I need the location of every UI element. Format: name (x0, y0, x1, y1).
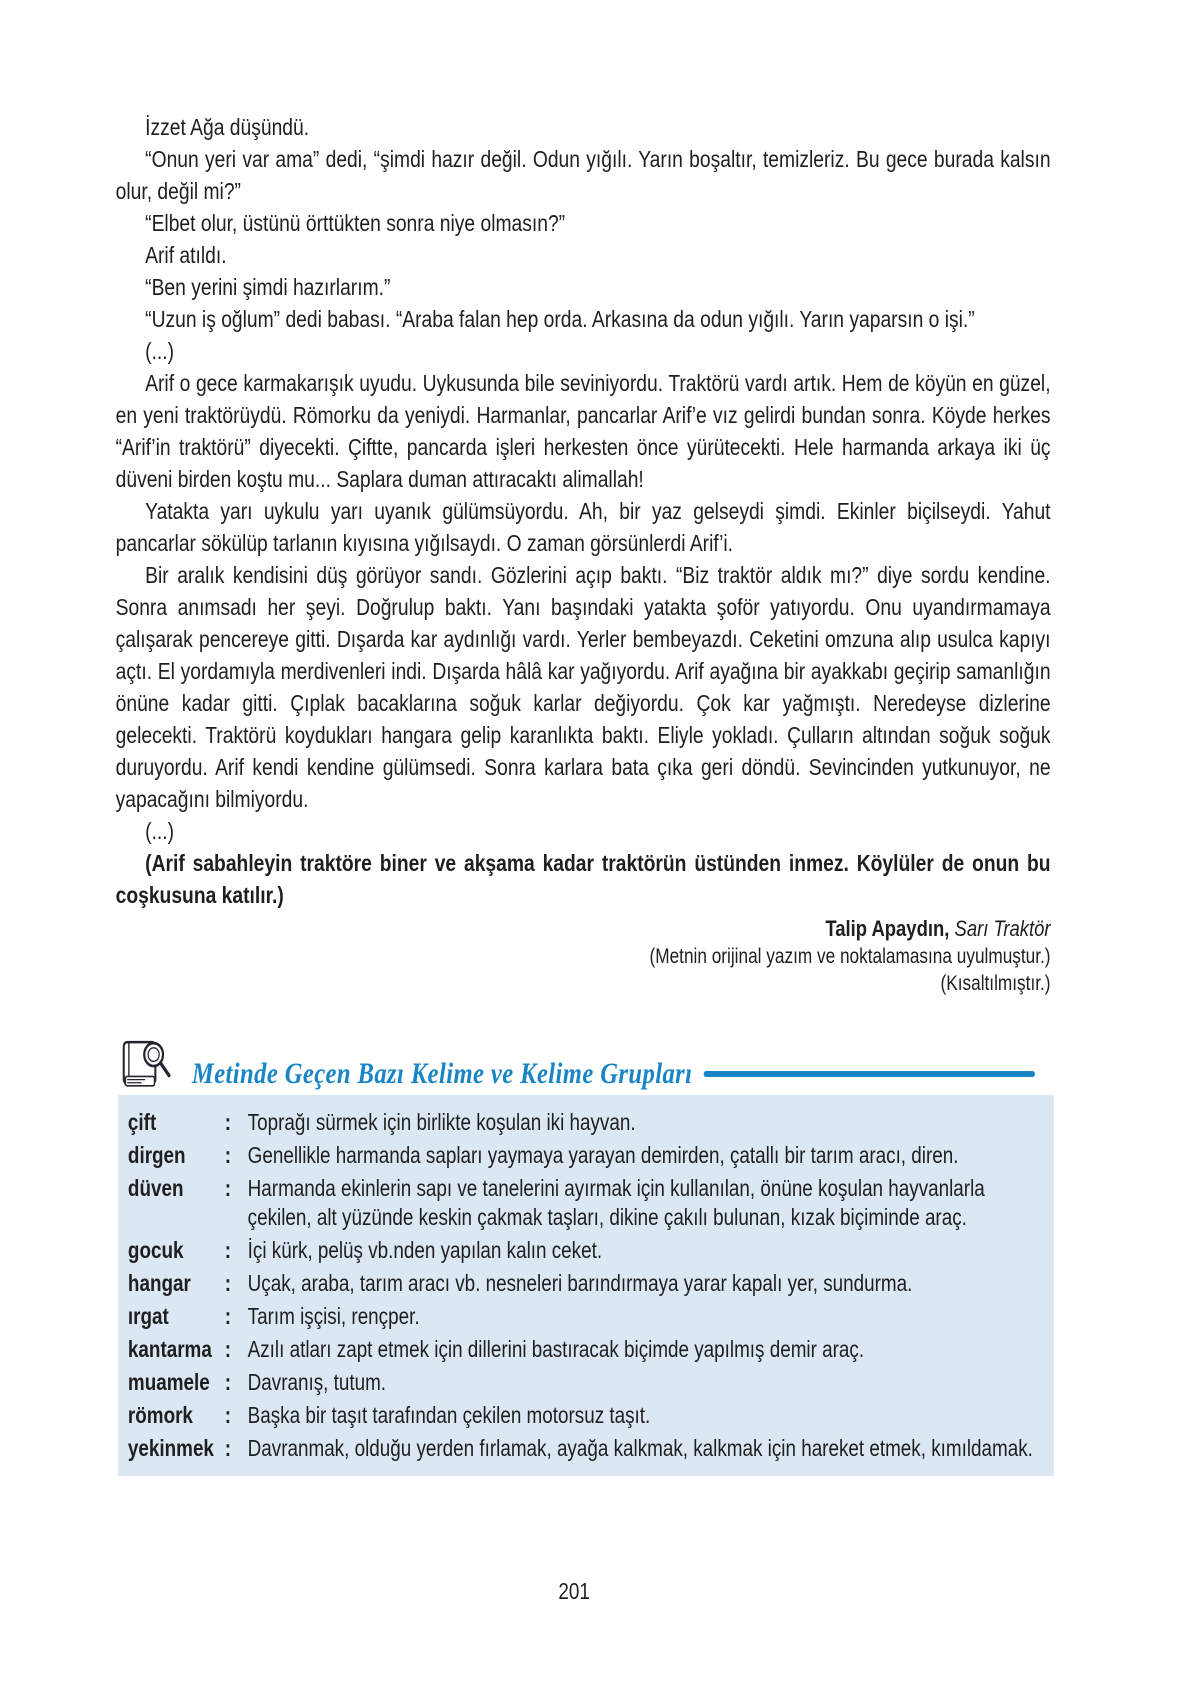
attribution-note: (Metnin orijinal yazım ve noktalamasına uyulmuştur.) (649, 945, 1051, 968)
attribution-author-line (116, 914, 1051, 943)
vocab-definition: Davranmak, olduğu yerden fırlamak, ayağa kalkmak, kalkmak için hareket etmek, kımıldamak. (247, 1435, 1033, 1461)
vocab-term: römork (127, 1402, 193, 1428)
vocab-colon: : (224, 1402, 231, 1428)
vocab-colon: : (224, 1142, 231, 1168)
vocab-colon: : (224, 1237, 231, 1263)
vocab-definition: Davranış, tutum. (247, 1369, 387, 1395)
vocab-term: muamele (127, 1369, 210, 1395)
vocab-definition: Uçak, araba, tarım aracı vb. nesneleri barındırmaya yarar kapalı yer, sundurma. (247, 1270, 913, 1296)
vocab-definition: Azılı atları zapt etmek için dillerini bastıracak biçimde yapılmış demir araç. (247, 1336, 865, 1362)
vocab-definition: Toprağı sürmek için birlikte koşulan iki hayvan. (247, 1109, 636, 1135)
vocab-row (128, 1401, 1037, 1430)
vocab-term: düven (127, 1175, 184, 1201)
vocab-term: dirgen (127, 1142, 186, 1168)
vocab-definition: Başka bir taşıt tarafından çekilen motorsuz taşıt. (247, 1402, 651, 1428)
book-magnifier-icon (116, 1040, 178, 1095)
header-rule (704, 1071, 1035, 1077)
vocab-row (128, 1236, 1037, 1265)
ellipsis-marker: (...) (145, 818, 175, 844)
vocab-term: ırgat (127, 1303, 169, 1329)
vocab-term: gocuk (127, 1237, 184, 1263)
vocab-term: yekinmek (127, 1435, 214, 1461)
story-paragraph: Arif o gece karmakarışık uyudu. Uykusunda bile seviniyordu. Traktörü vardı artık. Hem de köyün en güzel, en yeni traktörüydü. Römorku da yeniydi. Harmanlar, pancarlar Arif’e vız gelirdi bundan sonra. Köyde herkes “Arif’in traktörü” diyecekti. Çiftte, pancarda işleri herkesten önce yürütecekti. Hele harmanda arkaya iki üç düveni birden koştu mu... Saplara duman attıracaktı alimallah! (115, 370, 1051, 492)
vocab-section-header (192, 1052, 1035, 1096)
ellipsis-marker: (...) (145, 338, 175, 364)
vocab-section-title: Metinde Geçen Bazı Kelime ve Kelime Grupları (191, 1057, 693, 1090)
story-paragraph: “Uzun iş oğlum” dedi babası. “Araba falan hep orda. Arkasına da odun yığılı. Yarın yaparsın o işi.” (145, 306, 975, 332)
vocab-colon: : (224, 1336, 231, 1362)
vocab-definition: Harmanda ekinlerin sapı ve tanelerini ayırmak için kullanılan, önüne koşulan hayvanlarla çekilen, alt yüzünde keskin çakmak taşları, dikine çakılı bulunan, kızak biçiminde araç. (247, 1175, 985, 1230)
vocab-definitions-box (118, 1095, 1054, 1476)
vocab-row (128, 1335, 1037, 1364)
vocab-colon: : (224, 1109, 231, 1135)
story-paragraph: “Ben yerini şimdi hazırlarım.” (145, 274, 391, 300)
vocab-definition: Genellikle harmanda sapları yaymaya yarayan demirden, çatallı bir tarım aracı, diren. (247, 1142, 959, 1168)
story-paragraph: İzzet Ağa düşündü. (145, 114, 310, 140)
vocab-term: çift (127, 1109, 157, 1135)
vocab-row (128, 1108, 1037, 1137)
story-paragraph: “Elbet olur, üstünü örttükten sonra niye olmasın?” (145, 210, 566, 236)
vocab-term: kantarma (127, 1336, 212, 1362)
vocab-row (128, 1269, 1037, 1298)
story-paragraph: “Onun yeri var ama” dedi, “şimdi hazır değil. Odun yığılı. Yarın boşaltır, temizleriz. Bu gece burada kalsın olur, değil mi?” (115, 146, 1051, 204)
page-number: 201 (558, 1578, 590, 1604)
vocab-colon: : (224, 1270, 231, 1296)
vocab-colon: : (224, 1435, 231, 1461)
story-paragraph: Yatakta yarı uykulu yarı uyanık gülümsüyordu. Ah, bir yaz gelseydi şimdi. Ekinler biçilseydi. Yahut pancarlar sökülüp tarlanın kıyısına yığılsaydı. O zaman görsünlerdi Arif’i. (115, 498, 1051, 556)
vocab-term: hangar (127, 1270, 191, 1296)
vocab-row (128, 1434, 1037, 1463)
vocab-row (128, 1141, 1037, 1170)
attribution (116, 914, 1051, 997)
attribution-note: (Kısaltılmıştır.) (940, 972, 1051, 995)
vocab-definition: Tarım işçisi, rençper. (247, 1303, 420, 1329)
vocab-colon: : (224, 1303, 231, 1329)
story-paragraph: Arif atıldı. (145, 242, 227, 268)
vocab-row (128, 1302, 1037, 1331)
story-paragraph: Bir aralık kendisini düş görüyor sandı. Gözlerini açıp baktı. “Biz traktör aldık mı?” diye sordu kendine. Sonra anımsadı her şeyi. Doğrulup baktı. Yanı başındaki yatakta şoför yatıyordu. Onu uyandırmamaya çalışarak pencereye gitti. Dışarda kar aydınlığı vardı. Yerler bembeyazdı. Ceketini omzuna alıp usulca kapıyı açtı. El yordamıyla merdivenleri indi. Dışarda hâlâ kar yağıyordu. Arif ayağına bir ayakkabı geçirip samanlığın önüne kadar gitti. Çıplak bacaklarına soğuk karlar değiyordu. Çok kar yağmıştı. Neredeyse dizlerine gelecekti. Traktörü koydukları hangara gelip karanlıkta baktı. Eliyle yokladı. Çulların altından soğuk soğuk duruyordu. Arif kendi kendine gülümsedi. Sonra karlara bata çıka geri döndü. Sevincinden yutkunuyor, ne yapacağını bilmiyordu. (115, 562, 1051, 812)
story-text-block (116, 111, 1051, 997)
work-title: Sarı Traktör (954, 916, 1051, 941)
author-name: Talip Apaydın, (825, 916, 950, 941)
vocab-colon: : (224, 1369, 231, 1395)
vocab-row (128, 1174, 1037, 1232)
vocab-colon: : (224, 1175, 231, 1201)
editor-note-bold: (Arif sabahleyin traktöre biner ve akşama kadar traktörün üstünden inmez. Köylüler de onun bu coşkusuna katılır.) (115, 850, 1051, 908)
vocab-definition: İçi kürk, pelüş vb.nden yapılan kalın ceket. (247, 1237, 603, 1263)
vocab-row (128, 1368, 1037, 1397)
